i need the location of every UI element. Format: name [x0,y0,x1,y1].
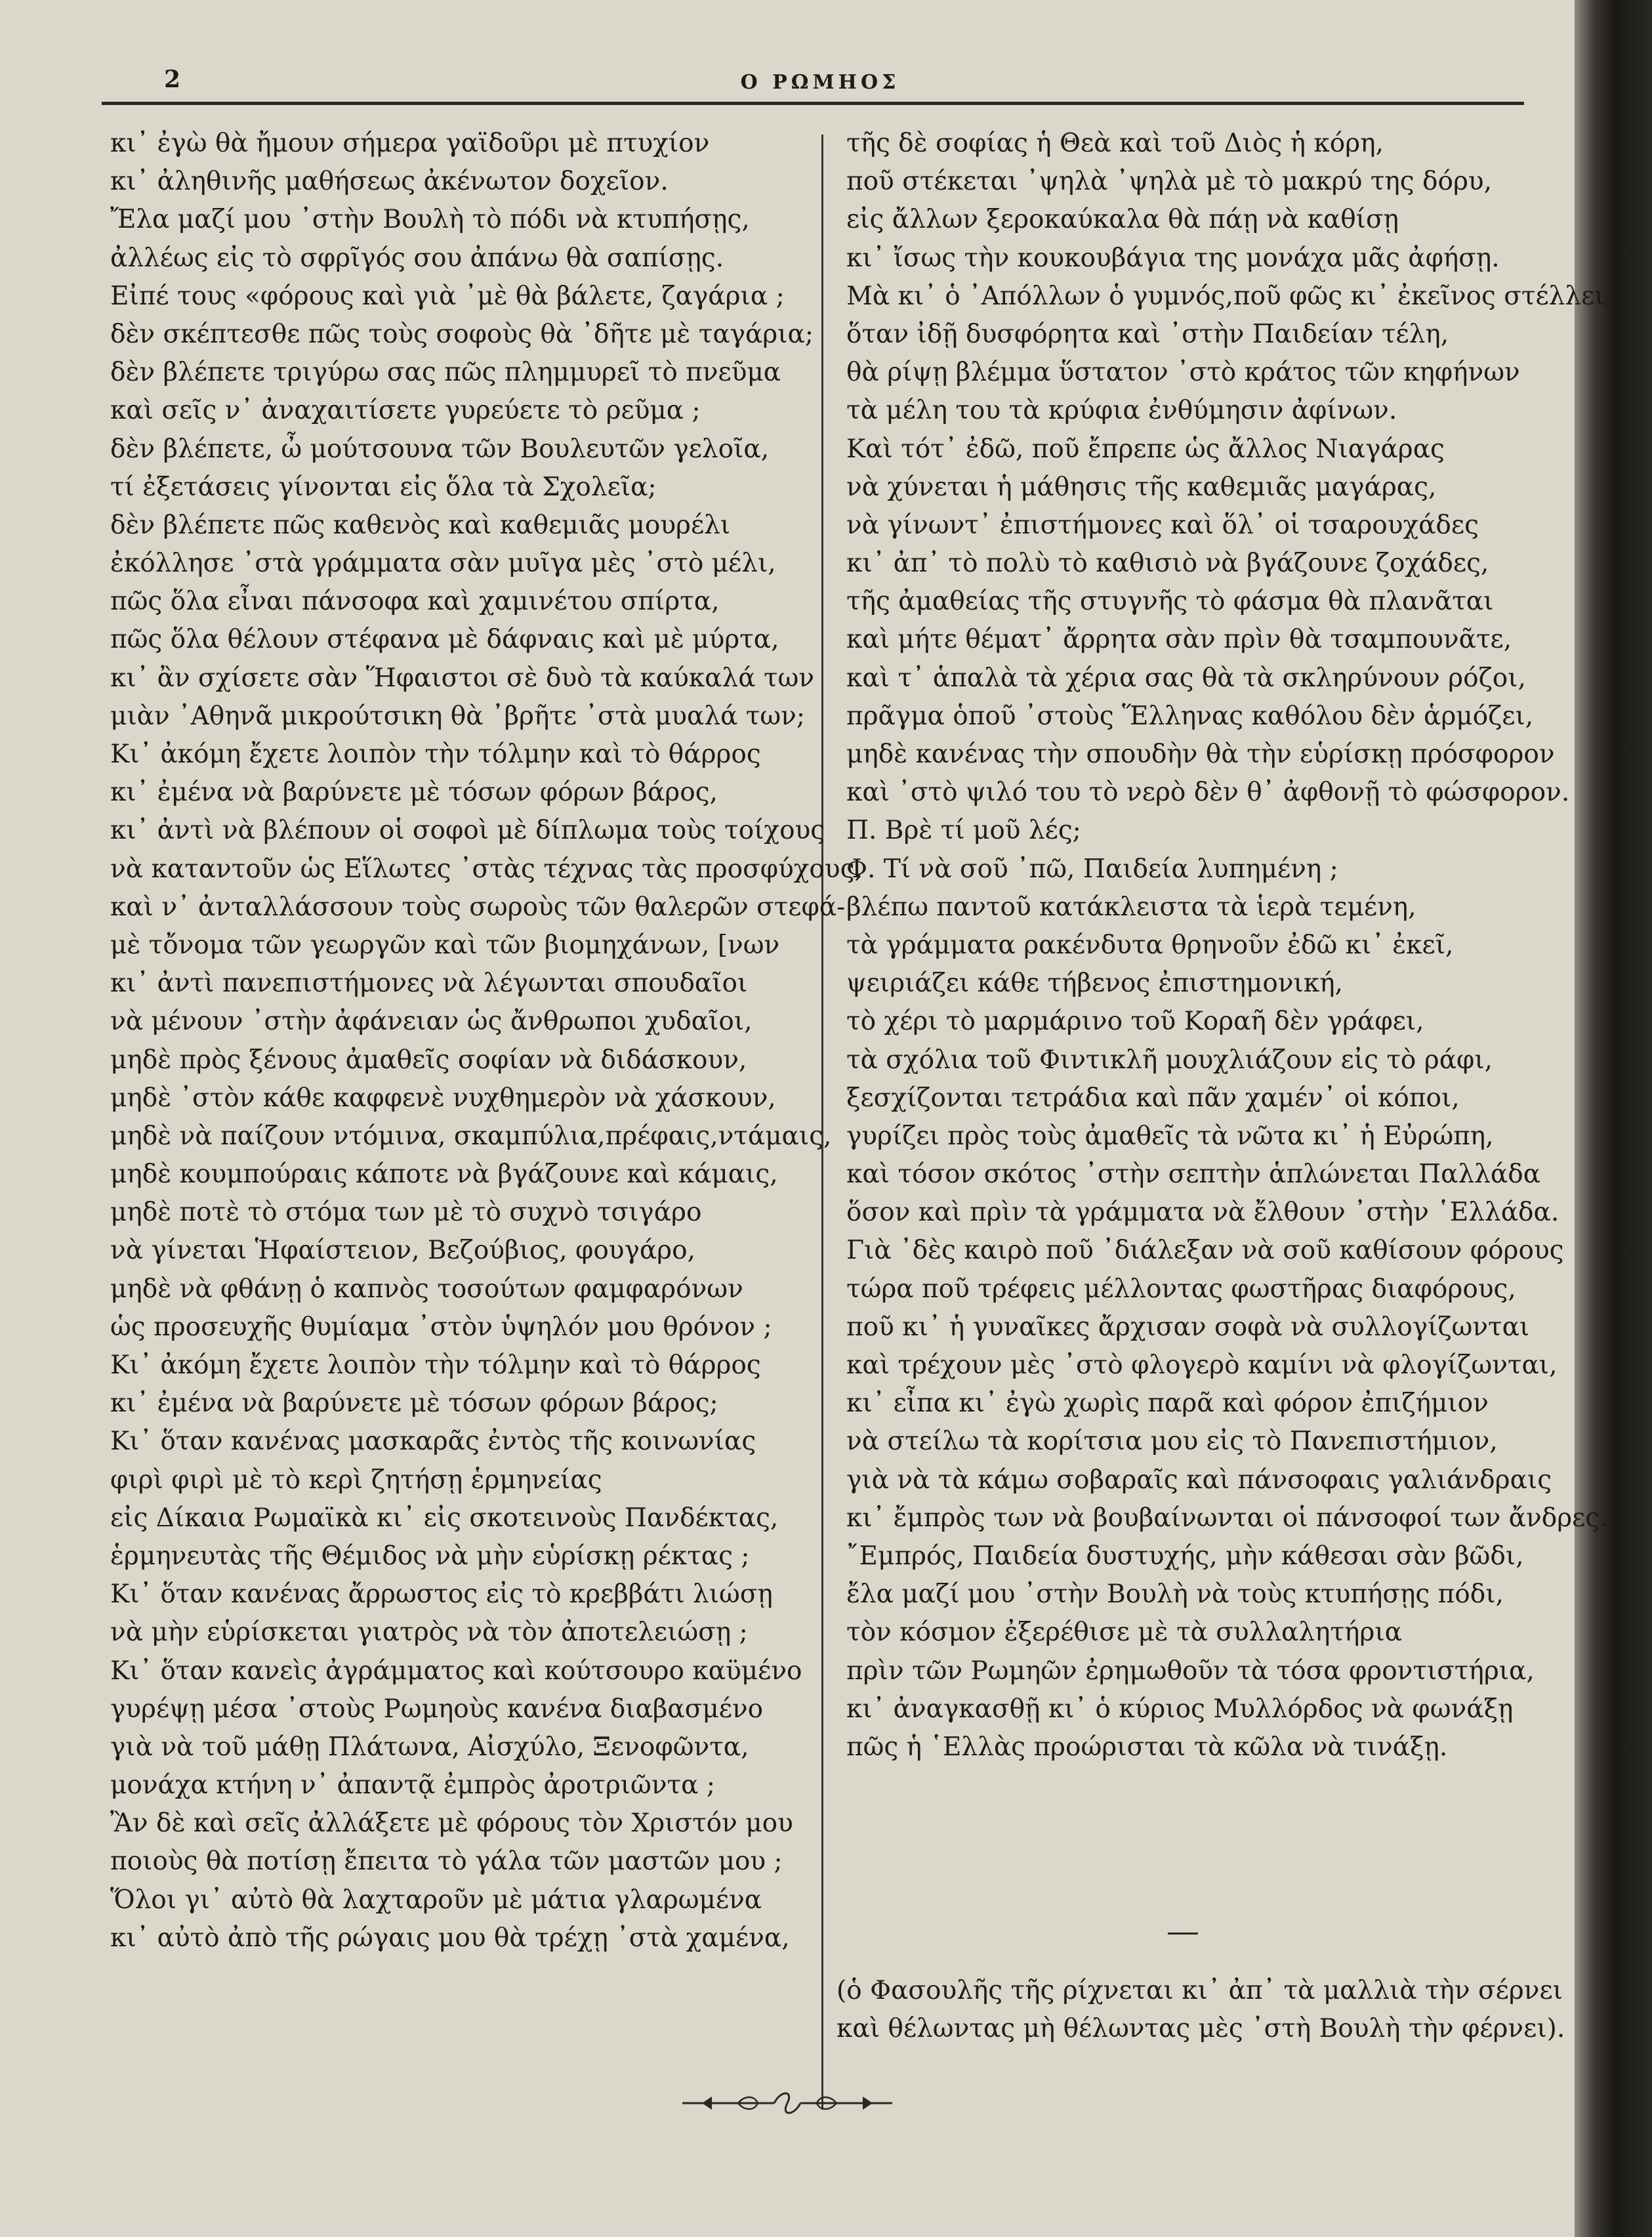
verse-line: δὲν σκέπτεσθε πῶς τοὺς σοφοὺς θὰ ᾿δῆτε μὲ ταγάρια; [110,319,814,349]
verse-line: Κι᾿ ὅταν κανένας ἄρρωστος εἰς τὸ κρεββάτι λιώσῃ [110,1579,773,1610]
verse-line: νὰ γίνωντ᾿ ἐπιστήμονες καὶ ὅλ᾿ οἱ τσαρουχάδες [846,510,1479,540]
verse-line: καὶ τρέχουν μὲς ᾿στὸ φλογερὸ καμίνι νὰ φλογίζωνται, [846,1350,1558,1380]
verse-line: πρὶν τῶν Ρωμηῶν ἐρημωθοῦν τὰ τόσα φροντιστήρια, [846,1656,1535,1686]
verse-line: ποιοὺς θὰ ποτίσῃ ἔπειτα τὸ γάλα τῶν μαστῶν μου ; [110,1847,783,1877]
header-rule [102,102,1524,105]
verse-line: πῶς ὅλα εἶναι πάνσοφα καὶ χαμινέτου σπίρτα, [110,587,720,617]
verse-line: μηδὲ ᾿στὸν κάθε καφφενὲ νυχθημερὸν νὰ χάσκουν, [110,1083,776,1113]
verse-line: Κι᾿ ἀκόμη ἔχετε λοιπὸν τὴν τόλμην καὶ τὸ θάρρος [110,740,761,769]
right-column [846,125,1613,1767]
verse-line: νὰ στείλω τὰ κορίτσια μου εἰς τὸ Πανεπιστήμιον, [846,1427,1498,1457]
verse-line: ξεσχίζονται τετράδια καὶ πᾶν χαμέν᾿ οἱ κόποι, [846,1083,1460,1113]
verse-line: γυρίζει πρὸς τοὺς ἀμαθεῖς τὰ νῶτα κι᾿ ἡ Εὐρώπη, [846,1121,1494,1151]
verse-line: γιὰ νὰ τοῦ μάθῃ Πλάτωνα, Αἰσχύλο, Ξενοφῶντα, [110,1732,749,1762]
verse-line: τὸν κόσμον ἐξερέθισε μὲ τὰ συλλαλητήρια [846,1618,1402,1648]
verse-line: δὲν βλέπετε, ὦ μούτσουνα τῶν Βουλευτῶν γελοῖα, [110,434,770,464]
running-title: Ο ΡΩΜΗΟΣ [740,71,900,94]
verse-line: κι᾿ ἐμένα νὰ βαρύνετε μὲ τόσων φόρων βάρος; [110,1389,718,1419]
section-dash [1168,1933,1198,1934]
verse-line: τὸ χέρι τὸ μαρμάρινο τοῦ Κοραῆ δὲν γράφει, [846,1007,1424,1037]
verse-line: καὶ ν᾿ ἀνταλλάσσουν τοὺς σωροὺς τῶν θαλερῶν στεφά- [110,892,846,922]
verse-line: ὅσον καὶ πρὶν τὰ γράμματα νὰ ἔλθουν ᾿στὴν ῾Ελλάδα. [846,1198,1559,1228]
verse-line: καὶ τόσον σκότος ᾿στὴν σεπτὴν ἁπλώνεται Παλλάδα [846,1160,1541,1190]
verse-line: μηδὲ πρὸς ξένους ἀμαθεῖς σοφίαν νὰ διδάσκουν, [110,1045,747,1075]
verse-line: τί ἐξετάσεις γίνονται εἰς ὅλα τὰ Σχολεῖα; [110,472,657,502]
verse-line: Εἰπέ τους «φόρους καὶ γιὰ ᾿μὲ θὰ βάλετε, ζαγάρια ; [110,281,785,311]
verse-line: Ὅλοι γι᾿ αὐτὸ θὰ λαχταροῦν μὲ μάτια γλαρωμένα [110,1885,762,1915]
verse-line: Ἂν δὲ καὶ σεῖς ἀλλάξετε μὲ φόρους τὸν Χριστόν μου [110,1808,793,1839]
verse-line: γιὰ νὰ τὰ κάμω σοβαραῖς καὶ πάνσοφαις γαλιάνδραις [846,1465,1552,1495]
page-number: 2 [164,66,181,93]
verse-line: μονάχα κτήνη ν᾿ ἀπαντᾷ ἐμπρὸς ἀροτριῶντα ; [110,1770,716,1801]
verse-line: κι᾿ ἀληθινῆς μαθήσεως ἀκένωτον δοχεῖον. [110,167,669,197]
verse-line: Π. Βρὲ τί μοῦ λές; [846,816,1081,846]
verse-line: Φ. Τί νὰ σοῦ ᾿πῶ, Παιδεία λυπημένη ; [846,854,1338,884]
verse-line: κι᾿ ἐγὼ θὰ ἤμουν σήμερα γαϊδοῦρι μὲ πτυχίον [110,129,710,158]
verse-line: κι᾿ ἴσως τὴν κουκουβάγια της μονάχα μᾶς ἀφήσῃ. [846,243,1500,273]
verse-line: πρᾶγμα ὁποῦ ᾿στοὺς Ἕλληνας καθόλου δὲν ἁρμόζει, [846,701,1534,731]
verse-line: καὶ σεῖς ν᾿ ἀναχαιτίσετε γυρεύετε τὸ ρεῦμα ; [110,396,701,426]
verse-line: κι᾿ ἐμένα νὰ βαρύνετε μὲ τόσων φόρων βάρος, [110,778,718,808]
verse-line: δὲν βλέπετε τριγύρω σας πῶς πλημμυρεῖ τὸ πνεῦμα [110,358,781,388]
verse-line: μὲ τὄνομα τῶν γεωργῶν καὶ τῶν βιομηχάνων, [νων [110,930,780,960]
verse-line: νὰ καταντοῦν ὡς Εἵλωτες ᾿στὰς τέχνας τὰς προσφύχους, [110,854,863,884]
verse-line: εἰς Δίκαια Ρωμαϊκὰ κι᾿ εἰς σκοτεινοὺς Πανδέκτας, [110,1503,779,1533]
stage-direction-line: (ὁ Φασουλῆς τῆς ρίχνεται κι᾿ ἀπ᾿ τὰ μαλλιὰ τὴν σέρνει [836,1976,1563,2005]
verse-line: ψειριάζει κάθε τήβενος ἐπιστημονική, [846,969,1343,999]
verse-line: δὲν βλέπετε πῶς καθενὸς καὶ καθεμιᾶς μουρέλι [110,510,731,540]
verse-line: Κι᾿ ὅταν κανεὶς ἀγράμματος καὶ κούτσουρο καϋμένο [110,1656,802,1686]
verse-line: θὰ ρίψῃ βλέμμα ὕστατον ᾿στὸ κράτος τῶν κηφήνων [846,358,1520,388]
verse-line: τὰ γράμματα ρακένδυτα θρηνοῦν ἐδῶ κι᾿ ἐκεῖ, [846,930,1454,960]
verse-line: ποῦ κι᾿ ἡ γυναῖκες ἄρχισαν σοφὰ νὰ συλλογίζωνται [846,1312,1530,1342]
verse-line: μηδὲ νὰ παίζουν ντόμινα, σκαμπύλια,πρέφαις,ντάμαις, [110,1121,832,1151]
verse-line: ὡς προσευχῆς θυμίαμα ᾿στὸν ὑψηλόν μου θρόνον ; [110,1312,772,1342]
verse-line: ὅταν ἰδῇ δυσφόρητα καὶ ᾿στὴν Παιδείαν τέλη, [846,319,1449,349]
verse-line: κι᾿ ἀναγκασθῇ κι᾿ ὁ κύριος Μυλλόρδος νὰ φωνάξῃ [846,1694,1514,1724]
verse-line: τὰ σχόλια τοῦ Φιντικλῆ μουχλιάζουν εἰς τὸ ράφι, [846,1045,1493,1075]
verse-line: ἐκόλλησε ᾿στὰ γράμματα σὰν μυῖγα μὲς ᾿στὸ μέλι, [110,549,776,579]
verse-line: Κι᾿ ὅταν κανένας μασκαρᾶς ἐντὸς τῆς κοινωνίας [110,1427,756,1457]
verse-line: καὶ μήτε θέματ᾿ ἄρρητα σὰν πρὶν θὰ τσαμπουνᾶτε, [846,625,1512,655]
verse-line: κι᾿ εἶπα κι᾿ ἐγὼ χωρὶς παρᾶ καὶ φόρον ἐπιζήμιον [846,1389,1489,1419]
verse-line: Ἔλα μαζί μου ᾿στὴν Βουλὴ τὸ πόδι νὰ κτυπήσῃς, [110,205,750,235]
verse-line: Γιὰ ᾿δὲς καιρὸ ποῦ ᾿διάλεξαν νὰ σοῦ καθίσουν φόρους [846,1236,1564,1266]
left-column [110,125,863,1957]
verse-line: νὰ γίνεται Ἡφαίστειον, Βεζούβιος, φουγάρο, [110,1236,695,1266]
verse-line: μηδὲ ποτὲ τὸ στόμα των μὲ τὸ συχνὸ τσιγάρο [110,1198,702,1228]
verse-line: τῆς δὲ σοφίας ἡ Θεὰ καὶ τοῦ Διὸς ἡ κόρη, [846,129,1384,158]
stage-direction-line: καὶ θέλωντας μὴ θέλωντας μὲς ᾿στὴ Βουλὴ τὴν φέρνει). [836,2014,1565,2044]
verse-line: ἑρμηνευτὰς τῆς Θέμιδος νὰ μὴν εὑρίσκῃ ρέκτας ; [110,1541,750,1571]
verse-line: νὰ μένουν ᾿στὴν ἀφάνειαν ὡς ἄνθρωποι χυδαῖοι, [110,1007,753,1037]
verse-line: μηδὲ κανένας τὴν σπουδὴν θὰ τὴν εὑρίσκῃ πρόσφορον [846,740,1555,769]
verse-line: μιὰν ᾿Αθηνᾶ μικρούτσικη θὰ ᾿βρῆτε ᾿στὰ μυαλά των; [110,701,806,731]
verse-line: βλέπω παντοῦ κατάκλειστα τὰ ἱερὰ τεμένη, [846,892,1416,922]
verse-line: τῆς ἀμαθείας τῆς στυγνῆς τὸ φάσμα θὰ πλανᾶται [846,587,1494,617]
end-ornament [676,2083,899,2123]
verse-line: εἰς ἄλλων ξεροκαύκαλα θὰ πάῃ νὰ καθίσῃ [846,205,1399,235]
verse-line: πῶς ἡ ῾Ελλὰς προώρισται τὰ κῶλα νὰ τινάξῃ. [846,1732,1448,1762]
verse-line: μηδὲ κουμπούραις κάποτε νὰ βγάζουνε καὶ κάμαις, [110,1160,778,1190]
verse-line: πῶς ὅλα θέλουν στέφανα μὲ δάφναις καὶ μὲ μύρτα, [110,625,779,655]
verse-line: καὶ ᾿στὸ ψιλό του τὸ νερὸ δὲν θ᾿ ἀφθονῇ τὸ φώσφορον. [846,778,1570,808]
verse-line: Κι᾿ ἀκόμη ἔχετε λοιπὸν τὴν τόλμην καὶ τὸ θάρρος [110,1350,761,1380]
verse-line: Καὶ τότ᾿ ἐδῶ, ποῦ ἔπρεπε ὡς ἄλλος Νιαγάρας [846,434,1445,464]
verse-line: κι᾿ ἀπ᾿ τὸ πολὺ τὸ καθισιὸ νὰ βγάζουνε ζοχάδες, [846,549,1489,579]
verse-line: ἔλα μαζί μου ᾿στὴν Βουλὴ νὰ τοὺς κτυπήσῃς πόδι, [846,1579,1504,1610]
verse-line: ποῦ στέκεται ᾿ψηλὰ ᾿ψηλὰ μὲ τὸ μακρύ της δόρυ, [846,167,1492,197]
verse-line: φιρὶ φιρὶ μὲ τὸ κερὶ ζητήσῃ ἑρμηνείας [110,1465,602,1495]
verse-line: κι᾿ ἂν σχίσετε σὰν Ἥφαιστοι σὲ δυὸ τὰ καύκαλά των [110,663,815,693]
verse-line: κι᾿ ἔμπρὸς των νὰ βουβαίνωνται οἱ πάνσοφοί των ἄνδρες. [846,1503,1608,1533]
verse-line: νὰ χύνεται ἡ μάθησις τῆς καθεμιᾶς μαγάρας, [846,472,1437,502]
verse-line: τώρα ποῦ τρέφεις μέλλοντας φωστῆρας διαφόρους, [846,1274,1516,1304]
verse-line: ῎Εμπρός, Παιδεία δυστυχής, μὴν κάθεσαι σὰν βῶδι, [846,1541,1524,1571]
verse-line: ἀλλέως εἰς τὸ σφρῖγός σου ἀπάνω θὰ σαπίσῃς. [110,243,724,273]
verse-line: νὰ μὴν εὑρίσκεται γιατρὸς νὰ τὸν ἀποτελειώσῃ ; [110,1618,748,1648]
verse-line: μηδὲ νὰ φθάνῃ ὁ καπνὸς τοσούτων φαμφαρόνων [110,1274,743,1304]
verse-line: κι᾿ αὐτὸ ἀπὸ τῆς ρώγαις μου θὰ τρέχῃ ᾿στὰ χαμένα, [110,1923,790,1953]
verse-line: κι᾿ ἀντὶ πανεπιστήμονες νὰ λέγωνται σπουδαῖοι [110,969,748,999]
stage-direction [836,1972,1565,2048]
verse-line: γυρέψῃ μέσα ᾿στοὺς Ρωμηοὺς κανένα διαβασμένο [110,1694,764,1724]
verse-line: κι᾿ ἀντὶ νὰ βλέπουν οἱ σοφοὶ μὲ δίπλωμα τοὺς τοίχους [110,816,825,846]
verse-line: τὰ μέλη του τὰ κρύφια ἐνθύμησιν ἀφίνων. [846,396,1397,426]
verse-line: καὶ τ᾿ ἁπαλὰ τὰ χέρια σας θὰ τὰ σκληρύνουν ρόζοι, [846,663,1526,693]
verse-line: Μὰ κι᾿ ὁ ᾿Απόλλων ὁ γυμνός,ποῦ φῶς κι᾿ ἐκεῖνος στέλλει, [846,281,1613,311]
